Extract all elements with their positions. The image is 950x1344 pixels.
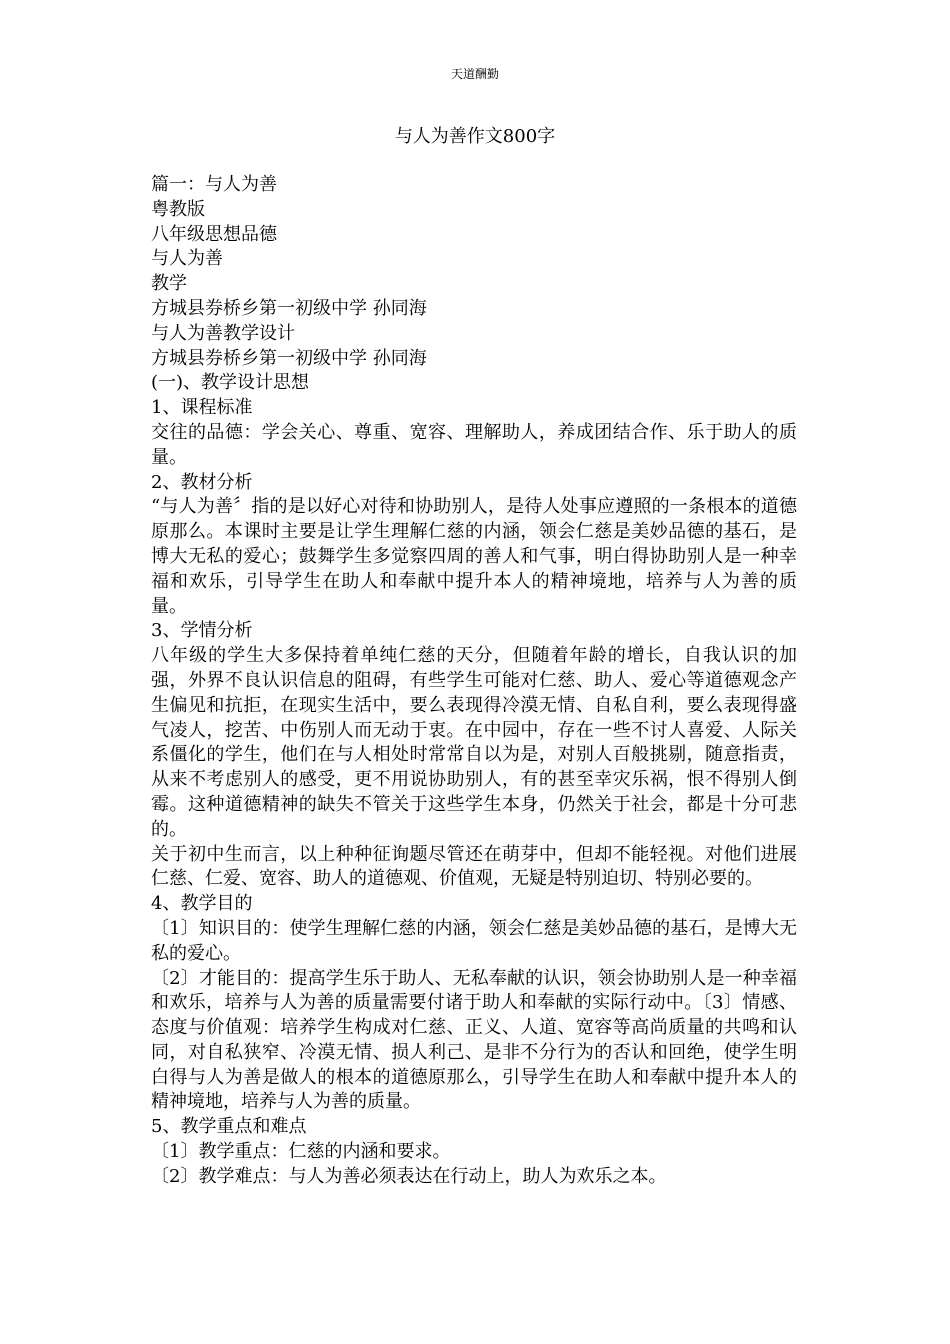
subheading-goals: 4、教学目的 (151, 893, 253, 915)
page-header: 天道酬勤 (450, 67, 499, 81)
paragraph-difficult-point: 〔2〕教学难点：与人为善必须表达在行动上，助人为欢乐之本。 (151, 1165, 667, 1187)
subheading-textbook: 2、教材分析 (151, 471, 253, 493)
document-body (151, 173, 797, 1190)
paragraph-textbook: “与人为善〞指的是以好心对待和协助别人，是待人处事应遵照的一条根本的道德原那么。本课时主要是让学生理解仁慈的内涵，领会仁慈是美妙品德的基石，是博大无私的爱心；鼓舞学生多觉察四周的善人和气事，明白得协助别人是一种幸福和欢乐，引导学生在助人和奉献中提升本人的精神境地，培养与人为善的质量。 (151, 496, 797, 617)
grade-subject-line: 八年级思想品德 (151, 223, 277, 245)
paragraph-curriculum: 交往的品德：学会关心、尊重、宽容、理解助人，养成团结合作、乐于助人的质量。 (151, 421, 797, 468)
author-line: 方城县券桥乡第一初级中学 孙同海 (151, 297, 427, 319)
subheading-curriculum: 1、课程标准 (151, 397, 253, 419)
teaching-line: 教学 (151, 273, 187, 295)
lesson-title-line: 与人为善 (151, 248, 223, 270)
author-line-repeat: 方城县券桥乡第一初级中学 孙同海 (151, 347, 427, 369)
paragraph-students-2: 关于初中生而言，以上种种征询题尽管还在萌芽中，但却不能轻视。对他们进展仁慈、仁爱、宽容、助人的道德观、价值观，无疑是特别迫切、特别必要的。 (151, 843, 797, 890)
heading-part-one: 篇一：与人为善 (151, 174, 277, 195)
paragraph-students: 八年级的学生大多保持着单纯仁慈的天分，但随着年龄的增长，自我认识的加强，外界不良认识信息的阻碍，有些学生可能对仁慈、助人、爱心等道德观念产生偏见和抗拒，在现实生活中，要么表现得冷漠无情、自私自利，要么表现得盛气凌人，挖苦、中伤别人而无动于衷。在中园中，存在一些不讨人喜爱、人际关系僵化的学生，他们在与人相处时常常自以为是，对别人百般挑剔，随意指责，从来不考虑别人的感受，更不用说协助别人，有的甚至幸灾乐祸，恨不得别人倒霉。这种道德精神的缺失不管关于这些学生本身，仍然关于社会，都是十分可悲的。 (151, 645, 797, 840)
paragraph-goal-ability: 〔2〕才能目的：提高学生乐于助人、无私奉献的认识，领会协助别人是一种幸福和欢乐，培养与人为善的质量需要付诸于助人和奉献的实际行动中。〔3〕情感、态度与价值观：培养学生构成对仁慈、正义、人道、宽容等高尚质量的共鸣和认同，对自私狭窄、冷漠无情、损人利己、是非不分行为的否认和回绝，使学生明白得与人为善是做人的根本的道德原那么，引导学生在助人和奉献中提升本人的精神境地，培养与人为善的质量。 (151, 967, 797, 1113)
section-heading-design: (一)、教学设计思想 (151, 372, 310, 394)
publisher-line: 粤教版 (151, 198, 205, 220)
document-title: 与人为善作文800字 (394, 126, 556, 147)
subheading-students: 3、学情分析 (151, 620, 253, 642)
subheading-key-points: 5、教学重点和难点 (151, 1116, 307, 1138)
design-title-line: 与人为善教学设计 (151, 322, 295, 344)
paragraph-goal-knowledge: 〔1〕知识目的：使学生理解仁慈的内涵，领会仁慈是美妙品德的基石，是博大无私的爱心。 (151, 917, 797, 964)
paragraph-key-point: 〔1〕教学重点：仁慈的内涵和要求。 (151, 1141, 451, 1163)
